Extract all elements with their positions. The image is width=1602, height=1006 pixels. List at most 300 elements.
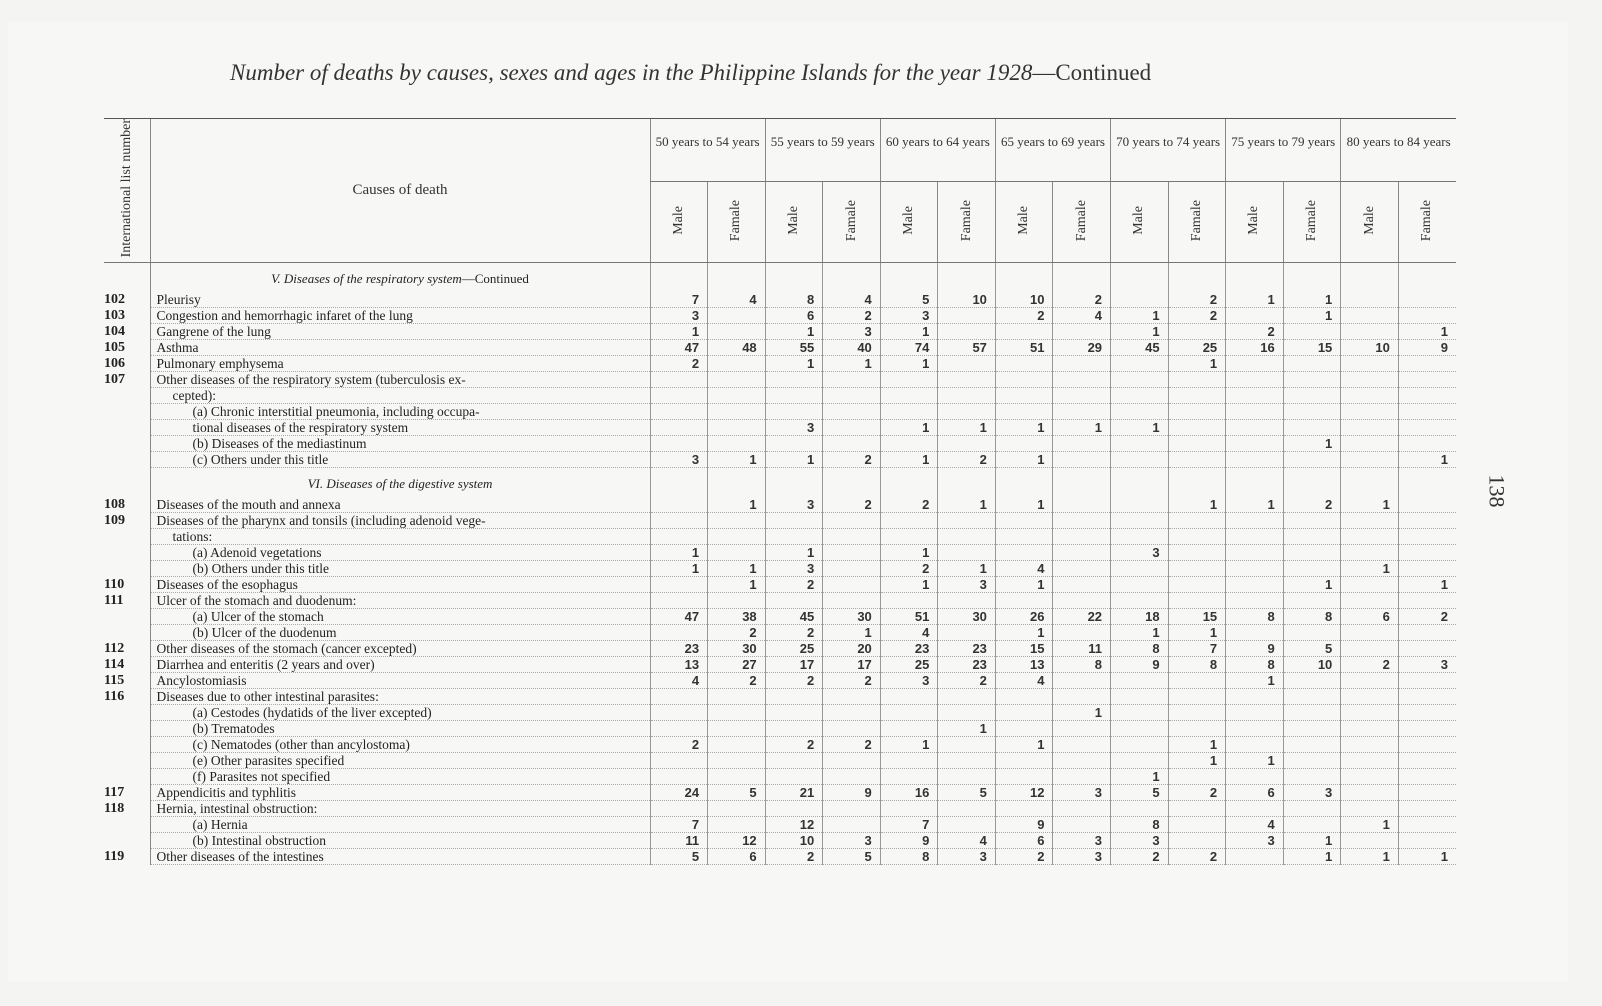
female-count: 2 <box>1283 497 1341 513</box>
female-count <box>708 801 766 817</box>
female-count <box>1398 404 1456 420</box>
female-count <box>938 689 996 705</box>
cause-of-death: Ulcer of the stomach and duodenum: <box>150 593 650 609</box>
male-count <box>995 705 1053 721</box>
female-count <box>1398 753 1456 769</box>
male-count: 1 <box>765 452 823 468</box>
male-count <box>995 545 1053 561</box>
male-count: 1 <box>995 625 1053 641</box>
male-count <box>880 753 938 769</box>
female-count: 5 <box>708 785 766 801</box>
male-column-header: Male <box>650 182 708 263</box>
female-count <box>1283 593 1341 609</box>
female-count <box>938 593 996 609</box>
male-count: 1 <box>880 737 938 753</box>
female-count: 2 <box>823 308 881 324</box>
female-count <box>1168 561 1226 577</box>
female-count <box>1168 833 1226 849</box>
male-count: 23 <box>650 641 708 657</box>
female-count: 1 <box>708 497 766 513</box>
female-count: 4 <box>708 292 766 308</box>
female-count: 1 <box>1398 577 1456 593</box>
female-count <box>1168 513 1226 529</box>
male-count: 18 <box>1111 609 1169 625</box>
male-count: 47 <box>650 609 708 625</box>
male-count: 3 <box>765 497 823 513</box>
male-count <box>995 769 1053 785</box>
male-count: 10 <box>765 833 823 849</box>
list-number: 111 <box>104 593 150 609</box>
male-count <box>765 593 823 609</box>
female-column-header: Famale <box>1283 182 1341 263</box>
male-count: 1 <box>880 545 938 561</box>
cause-of-death: Other diseases of the stomach (cancer excepted) <box>150 641 650 657</box>
male-count <box>650 577 708 593</box>
female-count <box>708 593 766 609</box>
male-count <box>1341 452 1399 468</box>
female-column-header: Famale <box>708 182 766 263</box>
female-count <box>823 577 881 593</box>
male-count: 12 <box>995 785 1053 801</box>
female-count <box>823 689 881 705</box>
male-count <box>995 436 1053 452</box>
female-count <box>1398 641 1456 657</box>
male-count <box>1226 436 1284 452</box>
female-count: 3 <box>1053 833 1111 849</box>
female-count <box>1283 721 1341 737</box>
male-count <box>1341 737 1399 753</box>
male-count <box>1111 292 1169 308</box>
male-count <box>1111 561 1169 577</box>
male-column-header: Male <box>1226 182 1284 263</box>
female-count <box>1168 705 1226 721</box>
male-count: 1 <box>765 324 823 340</box>
female-count: 4 <box>823 292 881 308</box>
female-count <box>1168 577 1226 593</box>
male-count <box>1226 769 1284 785</box>
female-count <box>708 436 766 452</box>
female-count: 11 <box>1053 641 1111 657</box>
table-row <box>104 561 1456 577</box>
female-count: 1 <box>1283 308 1341 324</box>
female-count <box>938 513 996 529</box>
male-count: 1 <box>1341 817 1399 833</box>
cause-of-death: Pulmonary emphysema <box>150 356 650 372</box>
male-count <box>1111 404 1169 420</box>
table-row <box>104 308 1456 324</box>
female-count <box>1168 721 1226 737</box>
female-count <box>708 721 766 737</box>
male-count: 2 <box>650 356 708 372</box>
female-count <box>1053 561 1111 577</box>
male-count: 1 <box>1111 420 1169 436</box>
male-count <box>880 436 938 452</box>
cause-of-death: (a) Adenoid vegetations <box>150 545 650 561</box>
male-count: 2 <box>765 737 823 753</box>
male-count <box>650 801 708 817</box>
male-count: 8 <box>880 849 938 865</box>
table-row <box>104 673 1456 689</box>
cause-of-death: Diseases of the pharynx and tonsils (including adenoid vege- <box>150 513 650 529</box>
male-count <box>765 801 823 817</box>
female-count <box>823 372 881 388</box>
list-number <box>104 609 150 625</box>
male-count: 1 <box>1111 769 1169 785</box>
female-count <box>938 308 996 324</box>
female-count <box>1398 356 1456 372</box>
female-count <box>1053 577 1111 593</box>
female-count <box>1168 689 1226 705</box>
section-heading-row <box>104 263 1456 293</box>
table-row <box>104 721 1456 737</box>
list-number: 112 <box>104 641 150 657</box>
list-number: 110 <box>104 577 150 593</box>
male-count <box>1341 577 1399 593</box>
male-count <box>650 404 708 420</box>
table-row <box>104 340 1456 356</box>
table-row <box>104 769 1456 785</box>
female-count <box>1168 372 1226 388</box>
male-count: 2 <box>995 308 1053 324</box>
male-count <box>1226 529 1284 545</box>
female-count <box>1398 625 1456 641</box>
male-count: 1 <box>880 420 938 436</box>
male-count: 13 <box>995 657 1053 673</box>
male-count <box>1341 721 1399 737</box>
cause-of-death: Other diseases of the respiratory system (tuberculosis ex- <box>150 372 650 388</box>
female-count <box>938 545 996 561</box>
female-count: 7 <box>1168 641 1226 657</box>
male-count: 1 <box>1226 497 1284 513</box>
cause-of-death: Diseases of the esophagus <box>150 577 650 593</box>
female-count <box>1053 769 1111 785</box>
list-number <box>104 721 150 737</box>
female-count: 1 <box>708 561 766 577</box>
male-count <box>1226 420 1284 436</box>
female-count <box>1283 737 1341 753</box>
female-count <box>1283 817 1341 833</box>
female-count <box>1398 769 1456 785</box>
male-count: 11 <box>650 833 708 849</box>
female-count <box>1168 801 1226 817</box>
male-count: 3 <box>1226 833 1284 849</box>
female-count: 1 <box>938 420 996 436</box>
male-count: 1 <box>1111 308 1169 324</box>
male-count <box>765 769 823 785</box>
female-count: 22 <box>1053 609 1111 625</box>
male-count <box>1341 545 1399 561</box>
cause-of-death: Diseases of the mouth and annexa <box>150 497 650 513</box>
male-count <box>1111 356 1169 372</box>
male-count <box>1341 833 1399 849</box>
female-count: 4 <box>938 833 996 849</box>
female-count <box>1168 452 1226 468</box>
male-count <box>880 801 938 817</box>
male-count: 6 <box>1341 609 1399 625</box>
list-number <box>104 769 150 785</box>
female-count: 1 <box>1398 849 1456 865</box>
female-count <box>1168 545 1226 561</box>
female-column-header: Famale <box>1053 182 1111 263</box>
cause-of-death: Diseases due to other intestinal parasites: <box>150 689 650 705</box>
female-count: 8 <box>1283 609 1341 625</box>
female-count <box>1283 404 1341 420</box>
female-count <box>1053 529 1111 545</box>
male-count <box>765 721 823 737</box>
male-count <box>880 388 938 404</box>
male-count <box>1111 737 1169 753</box>
list-number: 103 <box>104 308 150 324</box>
male-count <box>1111 753 1169 769</box>
cause-of-death: (a) Chronic interstitial pneumonia, including occupa- <box>150 404 650 420</box>
male-count <box>765 529 823 545</box>
female-column-header: Famale <box>938 182 996 263</box>
male-count <box>1111 673 1169 689</box>
cause-of-death: Hernia, intestinal obstruction: <box>150 801 650 817</box>
male-count <box>880 705 938 721</box>
age-group-header: 50 years to 54 years <box>650 119 765 182</box>
male-count <box>995 388 1053 404</box>
cause-of-death: tional diseases of the respiratory system <box>150 420 650 436</box>
female-count <box>938 436 996 452</box>
male-count <box>1226 801 1284 817</box>
male-count <box>765 705 823 721</box>
male-count: 47 <box>650 340 708 356</box>
male-count <box>650 513 708 529</box>
male-count: 9 <box>995 817 1053 833</box>
male-count: 1 <box>1341 561 1399 577</box>
female-count: 2 <box>708 673 766 689</box>
female-count <box>823 769 881 785</box>
table-row <box>104 452 1456 468</box>
male-count <box>1341 420 1399 436</box>
male-count: 23 <box>880 641 938 657</box>
female-count <box>1398 673 1456 689</box>
female-count <box>823 705 881 721</box>
female-count <box>1053 673 1111 689</box>
male-count <box>650 593 708 609</box>
female-count: 1 <box>1283 292 1341 308</box>
cause-of-death: Asthma <box>150 340 650 356</box>
table-row <box>104 641 1456 657</box>
male-count: 5 <box>1111 785 1169 801</box>
male-count: 1 <box>1341 849 1399 865</box>
female-count: 1 <box>1398 452 1456 468</box>
female-count <box>1398 292 1456 308</box>
list-number: 102 <box>104 292 150 308</box>
male-count <box>1341 689 1399 705</box>
male-count <box>1341 356 1399 372</box>
causes-header: Causes of death <box>150 119 650 263</box>
female-count <box>1283 372 1341 388</box>
female-count <box>1398 513 1456 529</box>
female-count: 1 <box>1168 497 1226 513</box>
female-count <box>823 801 881 817</box>
female-count <box>1053 593 1111 609</box>
female-count: 8 <box>1168 657 1226 673</box>
female-count: 6 <box>708 849 766 865</box>
female-count: 2 <box>823 737 881 753</box>
female-count <box>708 545 766 561</box>
list-number: 119 <box>104 849 150 865</box>
section-heading-row <box>104 468 1456 498</box>
male-count: 1 <box>880 452 938 468</box>
female-count <box>823 593 881 609</box>
male-count <box>650 388 708 404</box>
male-count <box>1226 849 1284 865</box>
male-count <box>880 513 938 529</box>
age-group-header: 60 years to 64 years <box>880 119 995 182</box>
male-count: 2 <box>1341 657 1399 673</box>
male-count <box>1341 529 1399 545</box>
female-column-header: Famale <box>1398 182 1456 263</box>
female-count: 4 <box>1053 308 1111 324</box>
male-count <box>995 513 1053 529</box>
male-count <box>1341 625 1399 641</box>
male-count <box>1111 452 1169 468</box>
male-count: 1 <box>650 324 708 340</box>
female-count <box>1398 737 1456 753</box>
female-count <box>1398 529 1456 545</box>
female-count: 10 <box>938 292 996 308</box>
list-number: 116 <box>104 689 150 705</box>
male-count: 12 <box>765 817 823 833</box>
female-count: 5 <box>1283 641 1341 657</box>
male-count: 2 <box>880 497 938 513</box>
male-count <box>1111 372 1169 388</box>
male-count <box>880 689 938 705</box>
female-count <box>708 513 766 529</box>
female-count <box>938 324 996 340</box>
male-count <box>1111 593 1169 609</box>
male-count <box>650 753 708 769</box>
list-number <box>104 420 150 436</box>
female-count <box>1283 801 1341 817</box>
female-count <box>708 372 766 388</box>
female-count <box>938 801 996 817</box>
male-count <box>995 356 1053 372</box>
male-count: 1 <box>995 577 1053 593</box>
female-count <box>938 388 996 404</box>
table-row <box>104 529 1456 545</box>
male-count: 3 <box>1111 545 1169 561</box>
male-count: 1 <box>995 452 1053 468</box>
female-count: 1 <box>823 625 881 641</box>
male-count: 8 <box>1111 817 1169 833</box>
list-number: 118 <box>104 801 150 817</box>
female-count <box>1283 673 1341 689</box>
table-row <box>104 324 1456 340</box>
female-count: 25 <box>1168 340 1226 356</box>
table-row <box>104 577 1456 593</box>
male-count <box>1226 737 1284 753</box>
male-count <box>1226 513 1284 529</box>
female-count <box>1283 561 1341 577</box>
deaths-table <box>104 118 1456 865</box>
female-count <box>1168 769 1226 785</box>
male-count: 4 <box>650 673 708 689</box>
male-count: 2 <box>1111 849 1169 865</box>
list-number: 108 <box>104 497 150 513</box>
list-number: 107 <box>104 372 150 388</box>
female-count: 2 <box>1168 849 1226 865</box>
female-count <box>823 436 881 452</box>
male-count: 1 <box>995 420 1053 436</box>
age-group-header: 65 years to 69 years <box>995 119 1110 182</box>
female-count <box>938 817 996 833</box>
list-number <box>104 452 150 468</box>
female-count <box>823 420 881 436</box>
table-row <box>104 420 1456 436</box>
section-heading: VI. Diseases of the digestive system <box>307 476 493 491</box>
male-count: 45 <box>1111 340 1169 356</box>
male-count <box>995 372 1053 388</box>
female-count: 40 <box>823 340 881 356</box>
female-count <box>1053 388 1111 404</box>
female-count <box>1283 545 1341 561</box>
female-count: 27 <box>708 657 766 673</box>
male-count <box>1111 497 1169 513</box>
male-count <box>1226 593 1284 609</box>
male-count <box>1226 689 1284 705</box>
male-count <box>995 689 1053 705</box>
male-count <box>995 593 1053 609</box>
male-count <box>1226 372 1284 388</box>
female-count <box>1283 769 1341 785</box>
female-count <box>1398 593 1456 609</box>
cause-of-death: Congestion and hemorrhagic infaret of the lung <box>150 308 650 324</box>
female-count <box>1398 308 1456 324</box>
female-count: 8 <box>1053 657 1111 673</box>
male-count: 74 <box>880 340 938 356</box>
male-count: 5 <box>880 292 938 308</box>
male-count: 25 <box>880 657 938 673</box>
female-count: 5 <box>823 849 881 865</box>
section-heading: V. Diseases of the respiratory system—Continued <box>271 271 529 286</box>
female-count: 1 <box>823 356 881 372</box>
male-count: 1 <box>995 497 1053 513</box>
female-count <box>1168 529 1226 545</box>
list-number: 106 <box>104 356 150 372</box>
male-count <box>1341 801 1399 817</box>
female-count: 29 <box>1053 340 1111 356</box>
female-count <box>1398 689 1456 705</box>
male-count <box>650 625 708 641</box>
female-count: 1 <box>1283 833 1341 849</box>
table-row <box>104 436 1456 452</box>
male-count <box>765 436 823 452</box>
male-count <box>880 404 938 420</box>
female-count: 15 <box>1168 609 1226 625</box>
male-count <box>1341 404 1399 420</box>
list-number <box>104 817 150 833</box>
table-row <box>104 625 1456 641</box>
list-number <box>104 625 150 641</box>
cause-of-death: (a) Ulcer of the stomach <box>150 609 650 625</box>
list-number-header: International list number <box>104 119 150 263</box>
male-count <box>1341 388 1399 404</box>
male-count <box>1341 593 1399 609</box>
list-number <box>104 388 150 404</box>
male-count: 15 <box>995 641 1053 657</box>
female-count <box>1283 705 1341 721</box>
male-count: 3 <box>880 308 938 324</box>
male-count: 3 <box>765 420 823 436</box>
female-count: 1 <box>1168 356 1226 372</box>
male-count <box>1111 801 1169 817</box>
male-count <box>1226 705 1284 721</box>
male-count <box>995 753 1053 769</box>
